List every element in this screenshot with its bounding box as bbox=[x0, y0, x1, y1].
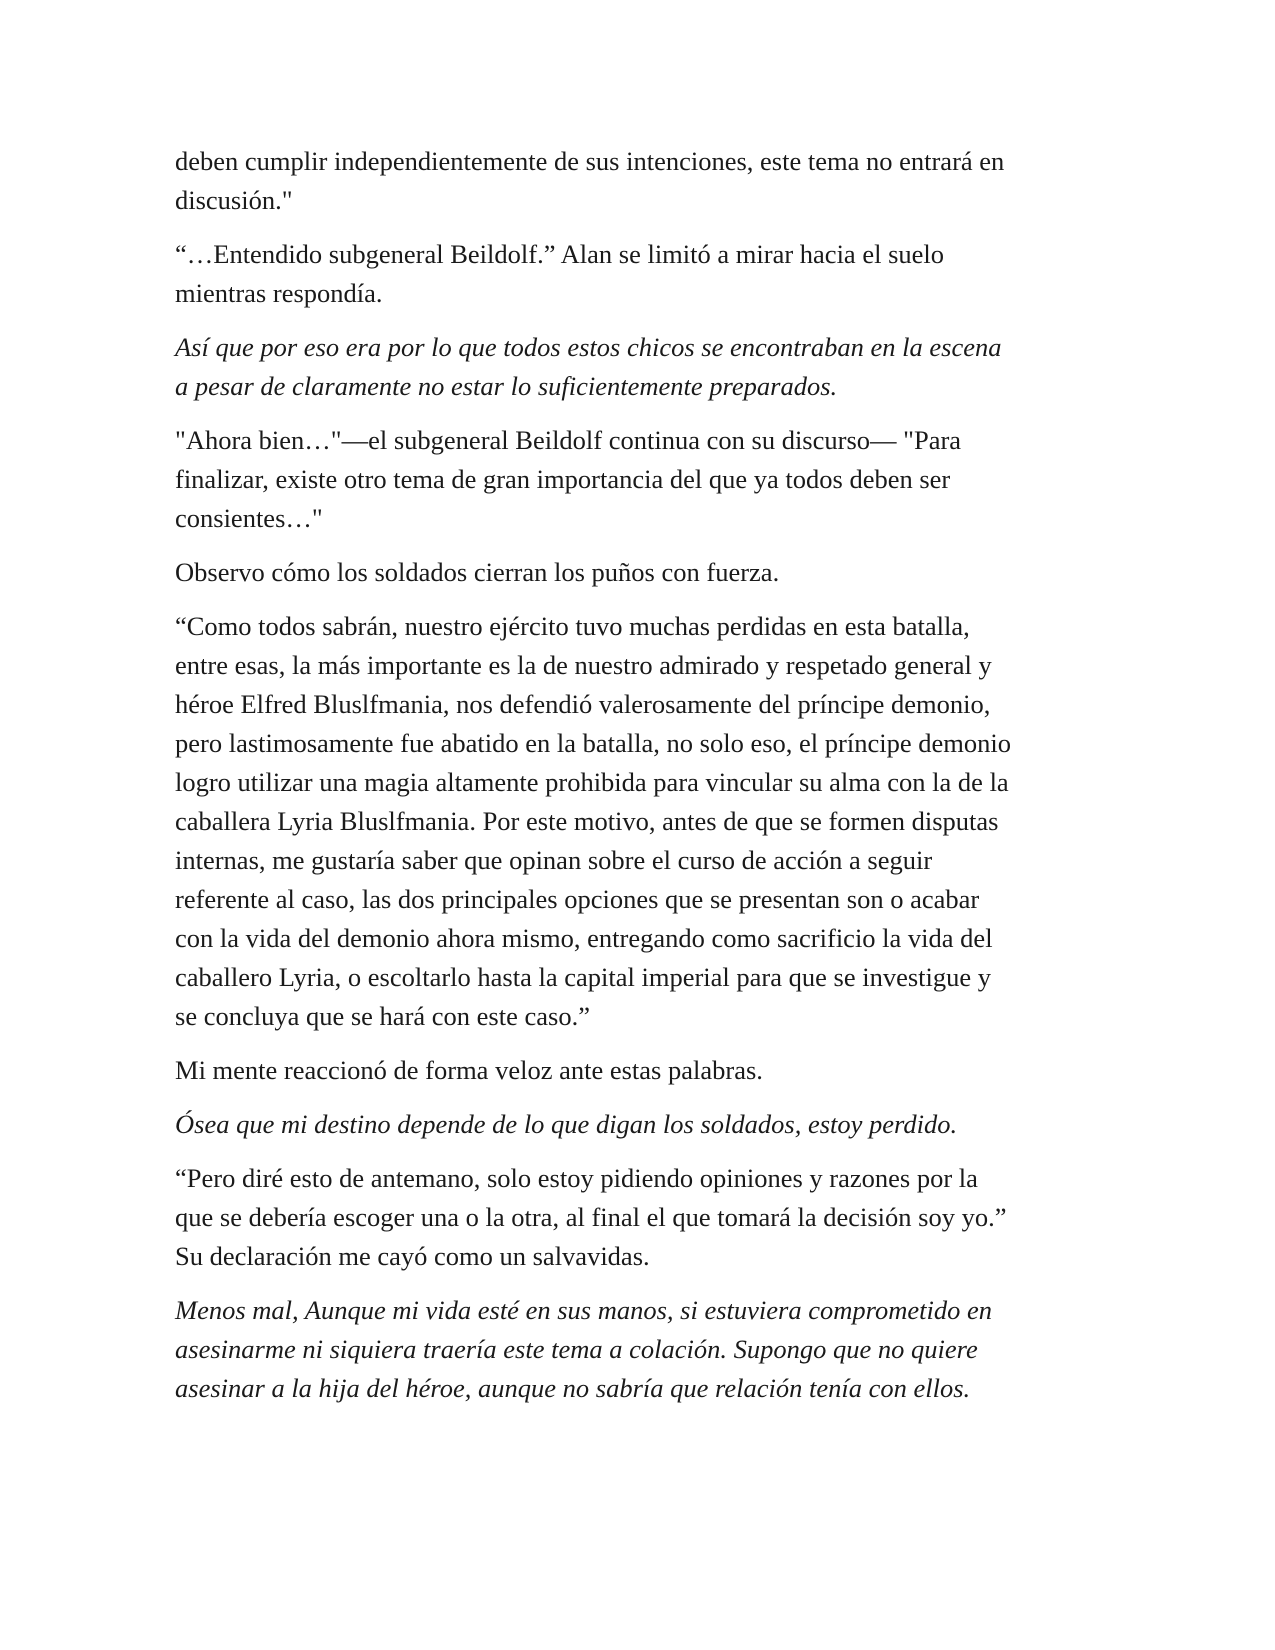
text-line: discusión." bbox=[175, 185, 293, 215]
text-line: caballero Lyria, o escoltarlo hasta la capital imperial para que se investigue y bbox=[175, 962, 992, 992]
text-line: “Como todos sabrán, nuestro ejército tuvo muchas perdidas en esta batalla, bbox=[175, 611, 970, 641]
text-line: se concluya que se hará con este caso.” bbox=[175, 1001, 590, 1031]
paragraph bbox=[175, 607, 1100, 1036]
paragraph bbox=[175, 553, 1100, 592]
paragraph bbox=[175, 1051, 1100, 1090]
paragraph bbox=[175, 421, 1100, 538]
paragraph bbox=[175, 235, 1100, 313]
text-line: héroe Elfred Bluslfmania, nos defendió valerosamente del príncipe demonio, bbox=[175, 689, 991, 719]
text-line: “…Entendido subgeneral Beildolf.” Alan se limitó a mirar hacia el suelo bbox=[175, 239, 945, 269]
paragraph bbox=[175, 142, 1100, 220]
text-line: asesinarme ni siquiera traería este tema a colación. Supongo que no quiere bbox=[175, 1334, 978, 1364]
text-line: a pesar de claramente no estar lo suficientemente preparados. bbox=[175, 371, 838, 401]
text-line: asesinar a la hija del héroe, aunque no sabría que relación tenía con ellos. bbox=[175, 1373, 971, 1403]
italic-paragraph bbox=[175, 1291, 1100, 1408]
text-line: logro utilizar una magia altamente prohibida para vincular su alma con la de la bbox=[175, 767, 1009, 797]
text-line: Menos mal, Aunque mi vida esté en sus manos, si estuviera comprometido en bbox=[175, 1295, 992, 1325]
text-line: referente al caso, las dos principales opciones que se presentan son o acabar bbox=[175, 884, 980, 914]
italic-paragraph bbox=[175, 1105, 1100, 1144]
text-line: Mi mente reaccionó de forma veloz ante estas palabras. bbox=[175, 1055, 763, 1085]
text-line: deben cumplir independientemente de sus intenciones, este tema no entrará en bbox=[175, 146, 1005, 176]
text-line: Así que por eso era por lo que todos estos chicos se encontraban en la escena bbox=[175, 332, 1002, 362]
text-line: caballera Lyria Bluslfmania. Por este motivo, antes de que se formen disputas bbox=[175, 806, 999, 836]
text-line: mientras respondía. bbox=[175, 278, 383, 308]
text-line: finalizar, existe otro tema de gran importancia del que ya todos deben ser bbox=[175, 464, 951, 494]
text-line: que se debería escoger una o la otra, al final el que tomará la decisión soy yo.” bbox=[175, 1202, 1007, 1232]
text-line: consientes…" bbox=[175, 503, 323, 533]
text-line: "Ahora bien…"—el subgeneral Beildolf continua con su discurso— "Para bbox=[175, 425, 962, 455]
italic-paragraph bbox=[175, 328, 1100, 406]
text-line: pero lastimosamente fue abatido en la batalla, no solo eso, el príncipe demonio bbox=[175, 728, 1011, 758]
text-line: Su declaración me cayó como un salvavidas. bbox=[175, 1241, 650, 1271]
text-line: “Pero diré esto de antemano, solo estoy pidiendo opiniones y razones por la bbox=[175, 1163, 978, 1193]
paragraph bbox=[175, 1159, 1100, 1276]
text-line: Observo cómo los soldados cierran los puños con fuerza. bbox=[175, 557, 780, 587]
text-line: entre esas, la más importante es la de nuestro admirado y respetado general y bbox=[175, 650, 992, 680]
text-line: Ósea que mi destino depende de lo que digan los soldados, estoy perdido. bbox=[175, 1109, 958, 1139]
text-line: con la vida del demonio ahora mismo, entregando como sacrificio la vida del bbox=[175, 923, 993, 953]
text-line: internas, me gustaría saber que opinan sobre el curso de acción a seguir bbox=[175, 845, 933, 875]
document-body bbox=[175, 142, 1100, 1423]
